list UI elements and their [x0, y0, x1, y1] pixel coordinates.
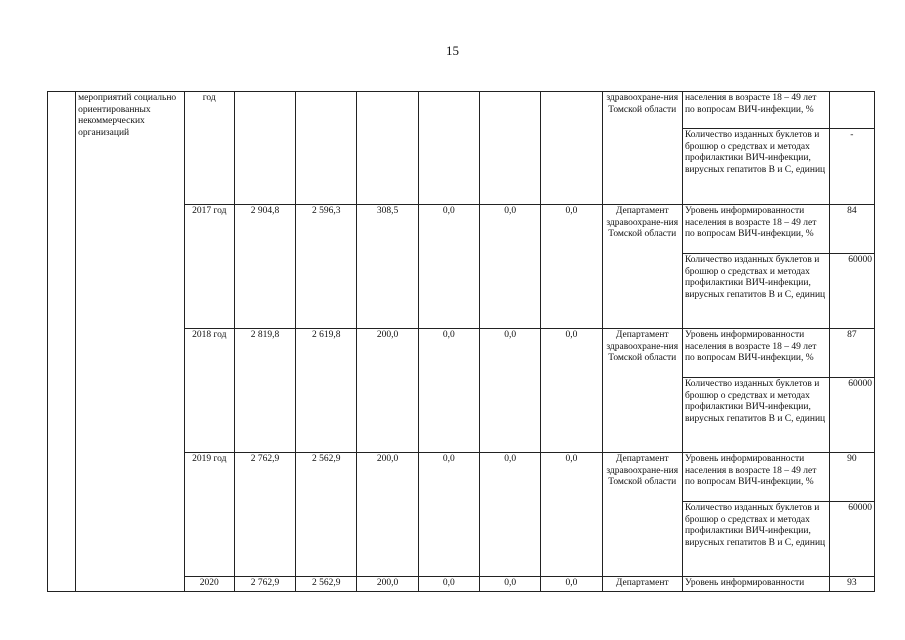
page-number: 15 [446, 43, 459, 58]
value-cell [829, 92, 874, 129]
value-cell: 90 [829, 453, 874, 502]
total-cell: 2 762,9 [234, 577, 295, 592]
amount-cell: 0,0 [418, 205, 479, 329]
total-cell: 2 762,9 [234, 453, 295, 577]
number-cell [48, 92, 76, 592]
amount-cell: 0,0 [541, 205, 602, 329]
amount-cell: 2 562,9 [296, 577, 357, 592]
amount-cell: 0,0 [480, 205, 541, 329]
amount-cell: 308,5 [357, 205, 418, 329]
program-table [47, 91, 875, 592]
amount-cell: 0,0 [480, 329, 541, 453]
activity-cell: мероприятий социально ориентированных некоммерческих организаций [76, 92, 185, 592]
amount-cell: 200,0 [357, 453, 418, 577]
value-cell: 93 [829, 577, 874, 592]
indicator-cell: Уровень информированности [682, 577, 829, 592]
total-cell: 2 819,8 [234, 329, 295, 453]
amount-cell: 0,0 [480, 453, 541, 577]
value-cell: 84 [829, 205, 874, 254]
amount-cell: 0,0 [480, 577, 541, 592]
indicator-cell: Уровень информированности населения в возрасте 18 – 49 лет по вопросам ВИЧ-инфекции, % [682, 453, 829, 502]
year-cell: 2018 год [184, 329, 234, 453]
indicator-cell: Количество изданных буклетов и брошюр о средствах и методах профилактики ВИЧ-инфекции, вирусных гепатитов В и С, единиц [682, 254, 829, 329]
indicator-cell: Уровень информированности населения в возрасте 18 – 49 лет по вопросам ВИЧ-инфекции, % [682, 205, 829, 254]
amount-cell: 2 619,8 [296, 329, 357, 453]
executor-cell: Департамент здравоохране-ния Томской области [602, 205, 682, 329]
amount-cell: 200,0 [357, 577, 418, 592]
year-cell: 2019 год [184, 453, 234, 577]
amount-cell: 2 596,3 [296, 205, 357, 329]
amount-cell: 0,0 [541, 329, 602, 453]
value-cell: 87 [829, 329, 874, 378]
amount-cell: 0,0 [541, 577, 602, 592]
year-cell: 2020 [184, 577, 234, 592]
indicator-cell: населения в возрасте 18 – 49 лет по вопросам ВИЧ-инфекции, % [682, 92, 829, 129]
value-cell: 60000 [829, 378, 874, 453]
amount-cell: 0,0 [418, 453, 479, 577]
amount-cell: 2 562,9 [296, 453, 357, 577]
executor-cell: здравоохране-ния Томской области [602, 92, 682, 205]
value-cell: - [829, 129, 874, 205]
amount-cell: 200,0 [357, 329, 418, 453]
value-cell: 60000 [829, 254, 874, 329]
executor-cell: Департамент здравоохране-ния Томской области [602, 329, 682, 453]
total-cell: 2 904,8 [234, 205, 295, 329]
table-row [48, 92, 875, 129]
year-cell: год [184, 92, 234, 205]
indicator-cell: Уровень информированности населения в возрасте 18 – 49 лет по вопросам ВИЧ-инфекции, % [682, 329, 829, 378]
indicator-cell: Количество изданных буклетов и брошюр о средствах и методах профилактики ВИЧ-инфекции, вирусных гепатитов В и С, единиц [682, 378, 829, 453]
year-cell: 2017 год [184, 205, 234, 329]
indicator-cell: Количество изданных буклетов и брошюр о средствах и методах профилактики ВИЧ-инфекции, вирусных гепатитов В и С, единиц [682, 129, 829, 205]
amount-cell: 0,0 [541, 453, 602, 577]
executor-cell: Департамент [602, 577, 682, 592]
amount-cell: 0,0 [418, 329, 479, 453]
executor-cell: Департамент здравоохране-ния Томской области [602, 453, 682, 577]
amount-cell: 0,0 [418, 577, 479, 592]
value-cell: 60000 [829, 502, 874, 577]
indicator-cell: Количество изданных буклетов и брошюр о средствах и методах профилактики ВИЧ-инфекции, вирусных гепатитов В и С, единиц [682, 502, 829, 577]
